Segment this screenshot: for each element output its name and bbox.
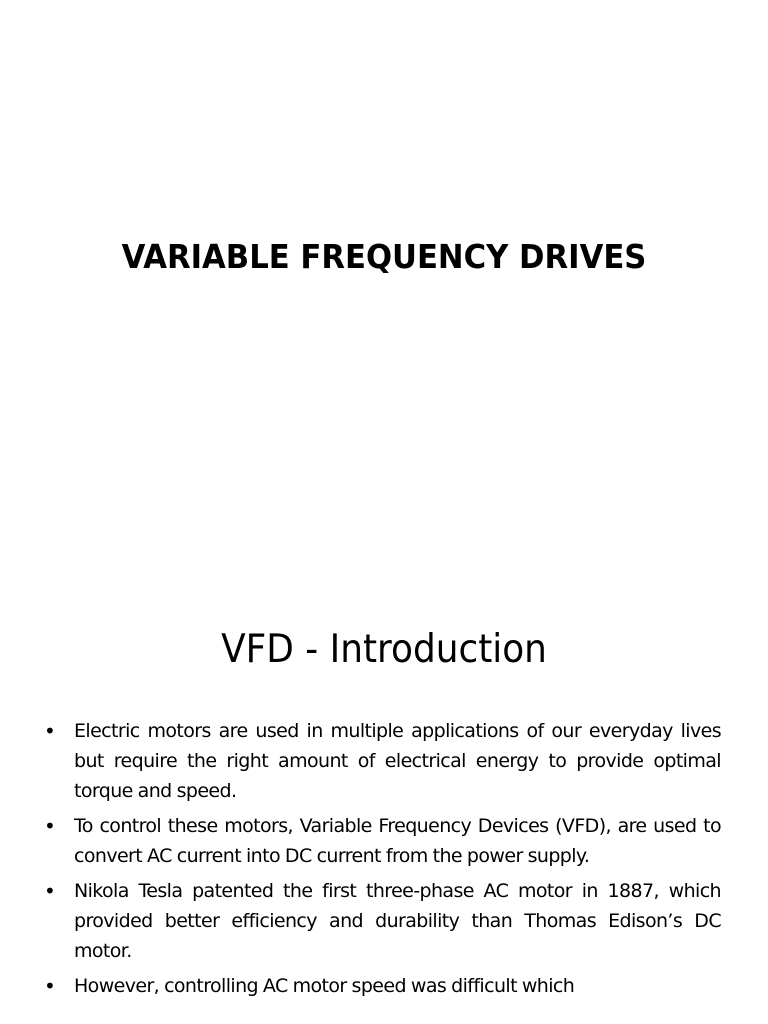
- bullet-item: [0, 971, 768, 1001]
- bullet-icon: •: [44, 879, 56, 903]
- bullet-item: [0, 876, 768, 966]
- bullet-text: Nikola Tesla patented the first three-phase AC motor in 1887, which provided better efficiency and durability than Thomas Edison’s DC motor.: [74, 880, 721, 962]
- bullet-list: [0, 716, 768, 1006]
- bullet-item: [0, 811, 768, 871]
- bullet-text: However, controlling AC motor speed was difficult which: [74, 975, 575, 997]
- section-heading: VFD - Introduction: [221, 627, 547, 672]
- bullet-item: [0, 716, 768, 806]
- bullet-icon: •: [44, 814, 56, 838]
- bullet-text: Electric motors are used in multiple applications of our everyday lives but require the right amount of electrical energy to provide optimal torque and speed.: [74, 720, 721, 802]
- bullet-icon: •: [44, 719, 56, 743]
- bullet-icon: •: [44, 974, 56, 998]
- bullet-text: To control these motors, Variable Frequency Devices (VFD), are used to convert AC current into DC current from the power supply.: [74, 815, 721, 867]
- slide-title: VARIABLE FREQUENCY DRIVES: [121, 237, 647, 276]
